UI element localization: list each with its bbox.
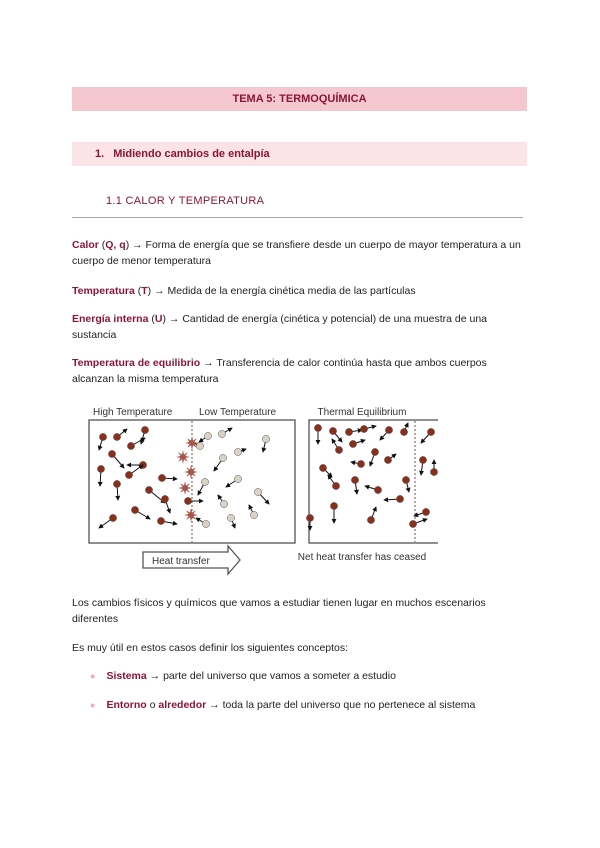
equilibrium-box [309, 420, 438, 543]
collision-spark-icon [176, 450, 190, 464]
collision-spark-icon [178, 481, 192, 495]
definition-temperatura-equilibrio: Temperatura de equilibrio → Transferencia de calor continúa hasta que ambos cuerpos alcanzan la misma temperatura [72, 357, 487, 385]
definition-energia-interna: Energía interna (U) → Cantidad de energía (cinética y potencial) de una muestra de una sustancia [72, 313, 488, 341]
paragraph-escenarios: Los cambios físicos y químicos que vamos a estudiar tienen lugar en muchos escenarios diferentes [72, 597, 486, 625]
collision-spark-icon [185, 436, 199, 450]
thermal-equilibrium-label: Thermal Equilibrium [317, 407, 407, 418]
section-title: Midiendo cambios de entalpía [113, 148, 270, 160]
paragraph-conceptos: Es muy útil en estos casos definir los siguientes conceptos: [72, 642, 349, 654]
document-title-band [72, 87, 527, 111]
definition-calor: Calor (Q, q) → Forma de energía que se transfiere desde un cuerpo de mayor temperatura a un cuerpo de menor temperatura [72, 239, 521, 267]
bullet-dot-icon: ● [90, 700, 96, 710]
collision-spark-icon [184, 465, 198, 479]
document-title: TEMA 5: TERMOQUÍMICA [232, 93, 367, 105]
list-item-entorno: ● Entorno o alrededor → toda la parte del universo que no pertenece al sistema [90, 699, 476, 711]
low-temperature-label: Low Temperature [199, 407, 277, 418]
bullet-dot-icon: ● [90, 671, 96, 681]
section-number: 1. [95, 148, 105, 160]
subsection-title: 1.1 CALOR Y TEMPERATURA [106, 195, 265, 207]
heat-ceased-caption: Net heat transfer has ceased [297, 552, 427, 563]
heat-transfer-label: Heat transfer [152, 556, 210, 567]
high-temperature-label: High Temperature [93, 407, 173, 418]
section-heading-band [72, 142, 527, 166]
definition-temperatura: Temperatura (T) → Medida de la energía cinética media de las partículas [72, 285, 416, 297]
divider [72, 217, 523, 218]
list-item-sistema: ● Sistema → parte del universo que vamos a someter a estudio [90, 670, 396, 682]
thermal-equilibrium-figure [88, 400, 438, 580]
